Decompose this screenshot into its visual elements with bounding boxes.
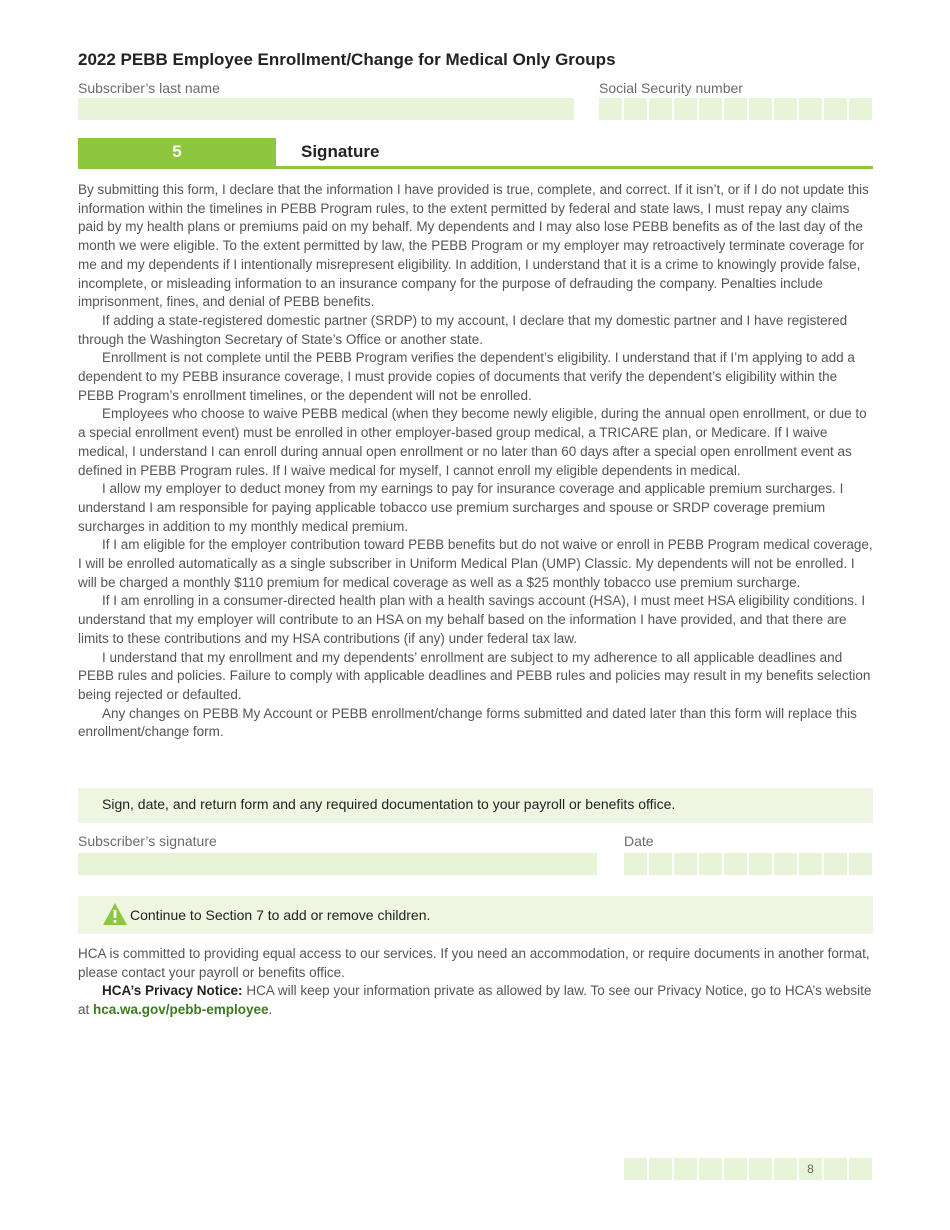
footer-box bbox=[749, 1158, 772, 1180]
ssn-input[interactable] bbox=[599, 98, 872, 120]
section-header bbox=[78, 138, 873, 169]
declaration-paragraph: If adding a state-registered domestic partner (SRDP) to my account, I declare that my domestic partner and I have registered through the Washington Secretary of State’s Office or another state. bbox=[78, 312, 848, 347]
continue-notice bbox=[78, 896, 873, 934]
declaration-paragraph: Employees who choose to waive PEBB medical (when they become newly eligible, during the annual open enrollment, or due to a special enrollment event) must be enrolled in other employer-based group medical, a TRICARE plan, or Medicare. If I waive medical, I understand I can enroll during annual open enrollment or no later than 60 days after a special open enrollment event as defined in PEBB Program rules. If I waive medical for myself, I cannot enroll my eligible dependents in medical. bbox=[78, 406, 867, 478]
instruction-banner bbox=[78, 788, 873, 823]
date-digit-box[interactable] bbox=[724, 853, 747, 875]
privacy-end: . bbox=[268, 1002, 273, 1018]
footer-box bbox=[724, 1158, 747, 1180]
date-digit-box[interactable] bbox=[624, 853, 647, 875]
footer-box bbox=[699, 1158, 722, 1180]
privacy-heading: HCA’s Privacy Notice: bbox=[102, 983, 243, 999]
ssn-digit-box[interactable] bbox=[599, 98, 622, 120]
last-name-label: Subscriber’s last name bbox=[78, 80, 220, 96]
footer-box bbox=[624, 1158, 647, 1180]
date-digit-box[interactable] bbox=[849, 853, 872, 875]
privacy-link[interactable]: hca.wa.gov/pebb-employee bbox=[93, 1002, 269, 1018]
privacy-text: HCA will keep your information private as allowed by law. To see our Privacy Notice, go to HCA’s website at bbox=[78, 983, 872, 1018]
page-number: 8 bbox=[799, 1158, 822, 1180]
date-label: Date bbox=[624, 833, 654, 849]
section-number: 5 bbox=[78, 138, 276, 166]
date-digit-box[interactable] bbox=[774, 853, 797, 875]
warning-icon bbox=[102, 902, 128, 926]
form-title: 2022 PEBB Employee Enrollment/Change for Medical Only Groups bbox=[78, 50, 616, 69]
signature-input[interactable] bbox=[78, 853, 597, 875]
date-digit-box[interactable] bbox=[749, 853, 772, 875]
ssn-digit-box[interactable] bbox=[824, 98, 847, 120]
date-input[interactable] bbox=[624, 853, 872, 875]
page-footer-boxes bbox=[624, 1158, 872, 1180]
declaration-text bbox=[78, 181, 873, 742]
footer-box bbox=[649, 1158, 672, 1180]
footer-box bbox=[849, 1158, 872, 1180]
instruction-text: Sign, date, and return form and any required documentation to your payroll or benefits office. bbox=[102, 796, 676, 812]
footer-text bbox=[78, 945, 873, 1020]
declaration-paragraph: By submitting this form, I declare that the information I have provided is true, complete, and correct. If it isn’t, or if I do not update this information within the timelines in PEBB Program rules, to the extent permitted by federal and state laws, I must repay any claims paid by my health plans or premiums paid on my behalf. My dependents and I may also lose PEBB benefits as of the last day of the month we were eligible. To the extent permitted by law, the PEBB Program or my employer may retroactively terminate coverage for me and my dependents if I intentionally misrepresent eligibility. In addition, I understand that it is a crime to knowingly provide false, incomplete, or misleading information to an insurance company for the purpose of defrauding the company. Penalties include imprisonment, fines, and denial of PEBB benefits. bbox=[78, 182, 869, 310]
declaration-paragraph: I allow my employer to deduct money from my earnings to pay for insurance coverage and applicable premium surcharges. I understand I am responsible for paying applicable tobacco use premium surcharges and spouse or SRDP coverage premium surcharges in addition to my monthly medical premium. bbox=[78, 481, 844, 534]
footer-box bbox=[824, 1158, 847, 1180]
footer-box bbox=[674, 1158, 697, 1180]
accessibility-statement: HCA is committed to providing equal access to our services. If you need an accommodation, or require documents in another format, please contact your payroll or benefits office. bbox=[78, 946, 870, 980]
privacy-notice bbox=[78, 982, 873, 1019]
ssn-digit-box[interactable] bbox=[699, 98, 722, 120]
footer-box bbox=[774, 1158, 797, 1180]
ssn-digit-box[interactable] bbox=[674, 98, 697, 120]
ssn-digit-box[interactable] bbox=[774, 98, 797, 120]
notice-text: Continue to Section 7 to add or remove children. bbox=[130, 907, 431, 923]
ssn-label: Social Security number bbox=[599, 80, 743, 96]
declaration-paragraph: I understand that my enrollment and my dependents’ enrollment are subject to my adherence to all applicable deadlines and PEBB rules and policies. Failure to comply with applicable deadlines and PEBB rules and policies may result in my benefits selection being rejected or defaulted. bbox=[78, 649, 871, 702]
section-title: Signature bbox=[301, 142, 380, 161]
ssn-digit-box[interactable] bbox=[799, 98, 822, 120]
date-digit-box[interactable] bbox=[699, 853, 722, 875]
date-digit-box[interactable] bbox=[649, 853, 672, 875]
ssn-digit-box[interactable] bbox=[649, 98, 672, 120]
declaration-paragraph: Any changes on PEBB My Account or PEBB enrollment/change forms submitted and dated later than this form will replace this enrollment/change form. bbox=[78, 705, 857, 740]
ssn-digit-box[interactable] bbox=[749, 98, 772, 120]
ssn-digit-box[interactable] bbox=[724, 98, 747, 120]
last-name-input[interactable] bbox=[78, 98, 574, 120]
declaration-paragraph: If I am enrolling in a consumer-directed health plan with a health savings account (HSA), I must meet HSA eligibility conditions. I understand that my employer will contribute to an HSA on my behalf based on the information I have provided, and that there are limits to these contributions and my HSA contributions (if any) under federal tax law. bbox=[78, 593, 866, 646]
declaration-paragraph: If I am eligible for the employer contribution toward PEBB benefits but do not waive or enroll in PEBB Program medical coverage, I will be enrolled automatically as a single subscriber in Uniform Medical Plan (UMP) Classic. My dependents will not be enrolled. I will be charged a monthly $110 premium for medical coverage as well as a $25 monthly tobacco use premium surcharge. bbox=[78, 537, 873, 590]
ssn-digit-box[interactable] bbox=[624, 98, 647, 120]
ssn-digit-box[interactable] bbox=[849, 98, 872, 120]
date-digit-box[interactable] bbox=[799, 853, 822, 875]
date-digit-box[interactable] bbox=[674, 853, 697, 875]
signature-label: Subscriber’s signature bbox=[78, 833, 217, 849]
declaration-paragraph: Enrollment is not complete until the PEBB Program verifies the dependent’s eligibility. I understand that if I’m applying to add a dependent to my PEBB insurance coverage, I must provide copies of documents that verify the dependent’s eligibility within the PEBB Program’s enrollment timelines, or the dependent will not be enrolled. bbox=[78, 350, 855, 403]
date-digit-box[interactable] bbox=[824, 853, 847, 875]
